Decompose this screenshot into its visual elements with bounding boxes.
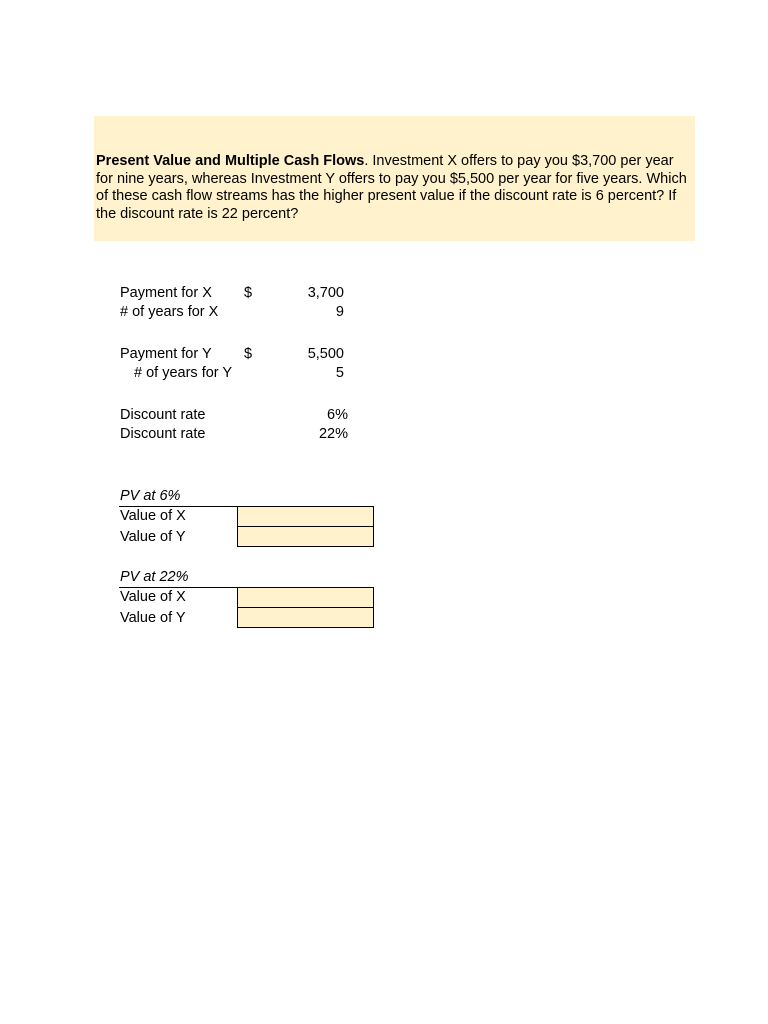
pv-22-heading: PV at 22% <box>120 569 189 585</box>
pv-22-value-x-cell[interactable] <box>237 587 374 608</box>
pv-6-value-x-label: Value of X <box>120 508 186 524</box>
years-y-value[interactable]: 5 <box>335 365 344 381</box>
pv-6-value-y-cell[interactable] <box>237 527 374 547</box>
payment-y-currency: $ <box>244 346 253 362</box>
pv-22-value-x-label: Value of X <box>120 589 186 605</box>
discount-rate-2-label: Discount rate <box>120 426 206 442</box>
years-x-label: # of years for X <box>120 304 219 320</box>
discount-rate-1-value[interactable]: 6% <box>327 407 348 423</box>
pv-6-value-x-cell[interactable] <box>237 506 374 527</box>
payment-x-label: Payment for X <box>120 285 212 301</box>
problem-statement-box <box>94 116 695 241</box>
pv-22-value-y-cell[interactable] <box>237 608 374 628</box>
pv-22-value-y-label: Value of Y <box>120 610 186 626</box>
problem-statement <box>96 153 690 223</box>
payment-y-value[interactable]: 5,500 <box>307 346 344 362</box>
pv-6-value-y-label: Value of Y <box>120 529 186 545</box>
years-y-label: # of years for Y <box>134 365 233 381</box>
payment-x-value[interactable]: 3,700 <box>307 285 344 301</box>
payment-y-label: Payment for Y <box>120 346 212 362</box>
problem-title: Present Value and Multiple Cash Flows <box>96 153 365 169</box>
pv-6-heading: PV at 6% <box>120 488 181 504</box>
years-x-value[interactable]: 9 <box>335 304 344 320</box>
discount-rate-2-value[interactable]: 22% <box>318 426 348 442</box>
payment-x-currency: $ <box>244 285 253 301</box>
discount-rate-1-label: Discount rate <box>120 407 206 423</box>
problem-body: . Investment X offers to pay you $3,700 per year for nine years, whereas Investment Y offers to pay you $5,500 per year for five years. Which of these cash flow streams has the higher present value if the discount rate is 6 percent? If the discount rate is 22 percent? <box>96 153 687 222</box>
